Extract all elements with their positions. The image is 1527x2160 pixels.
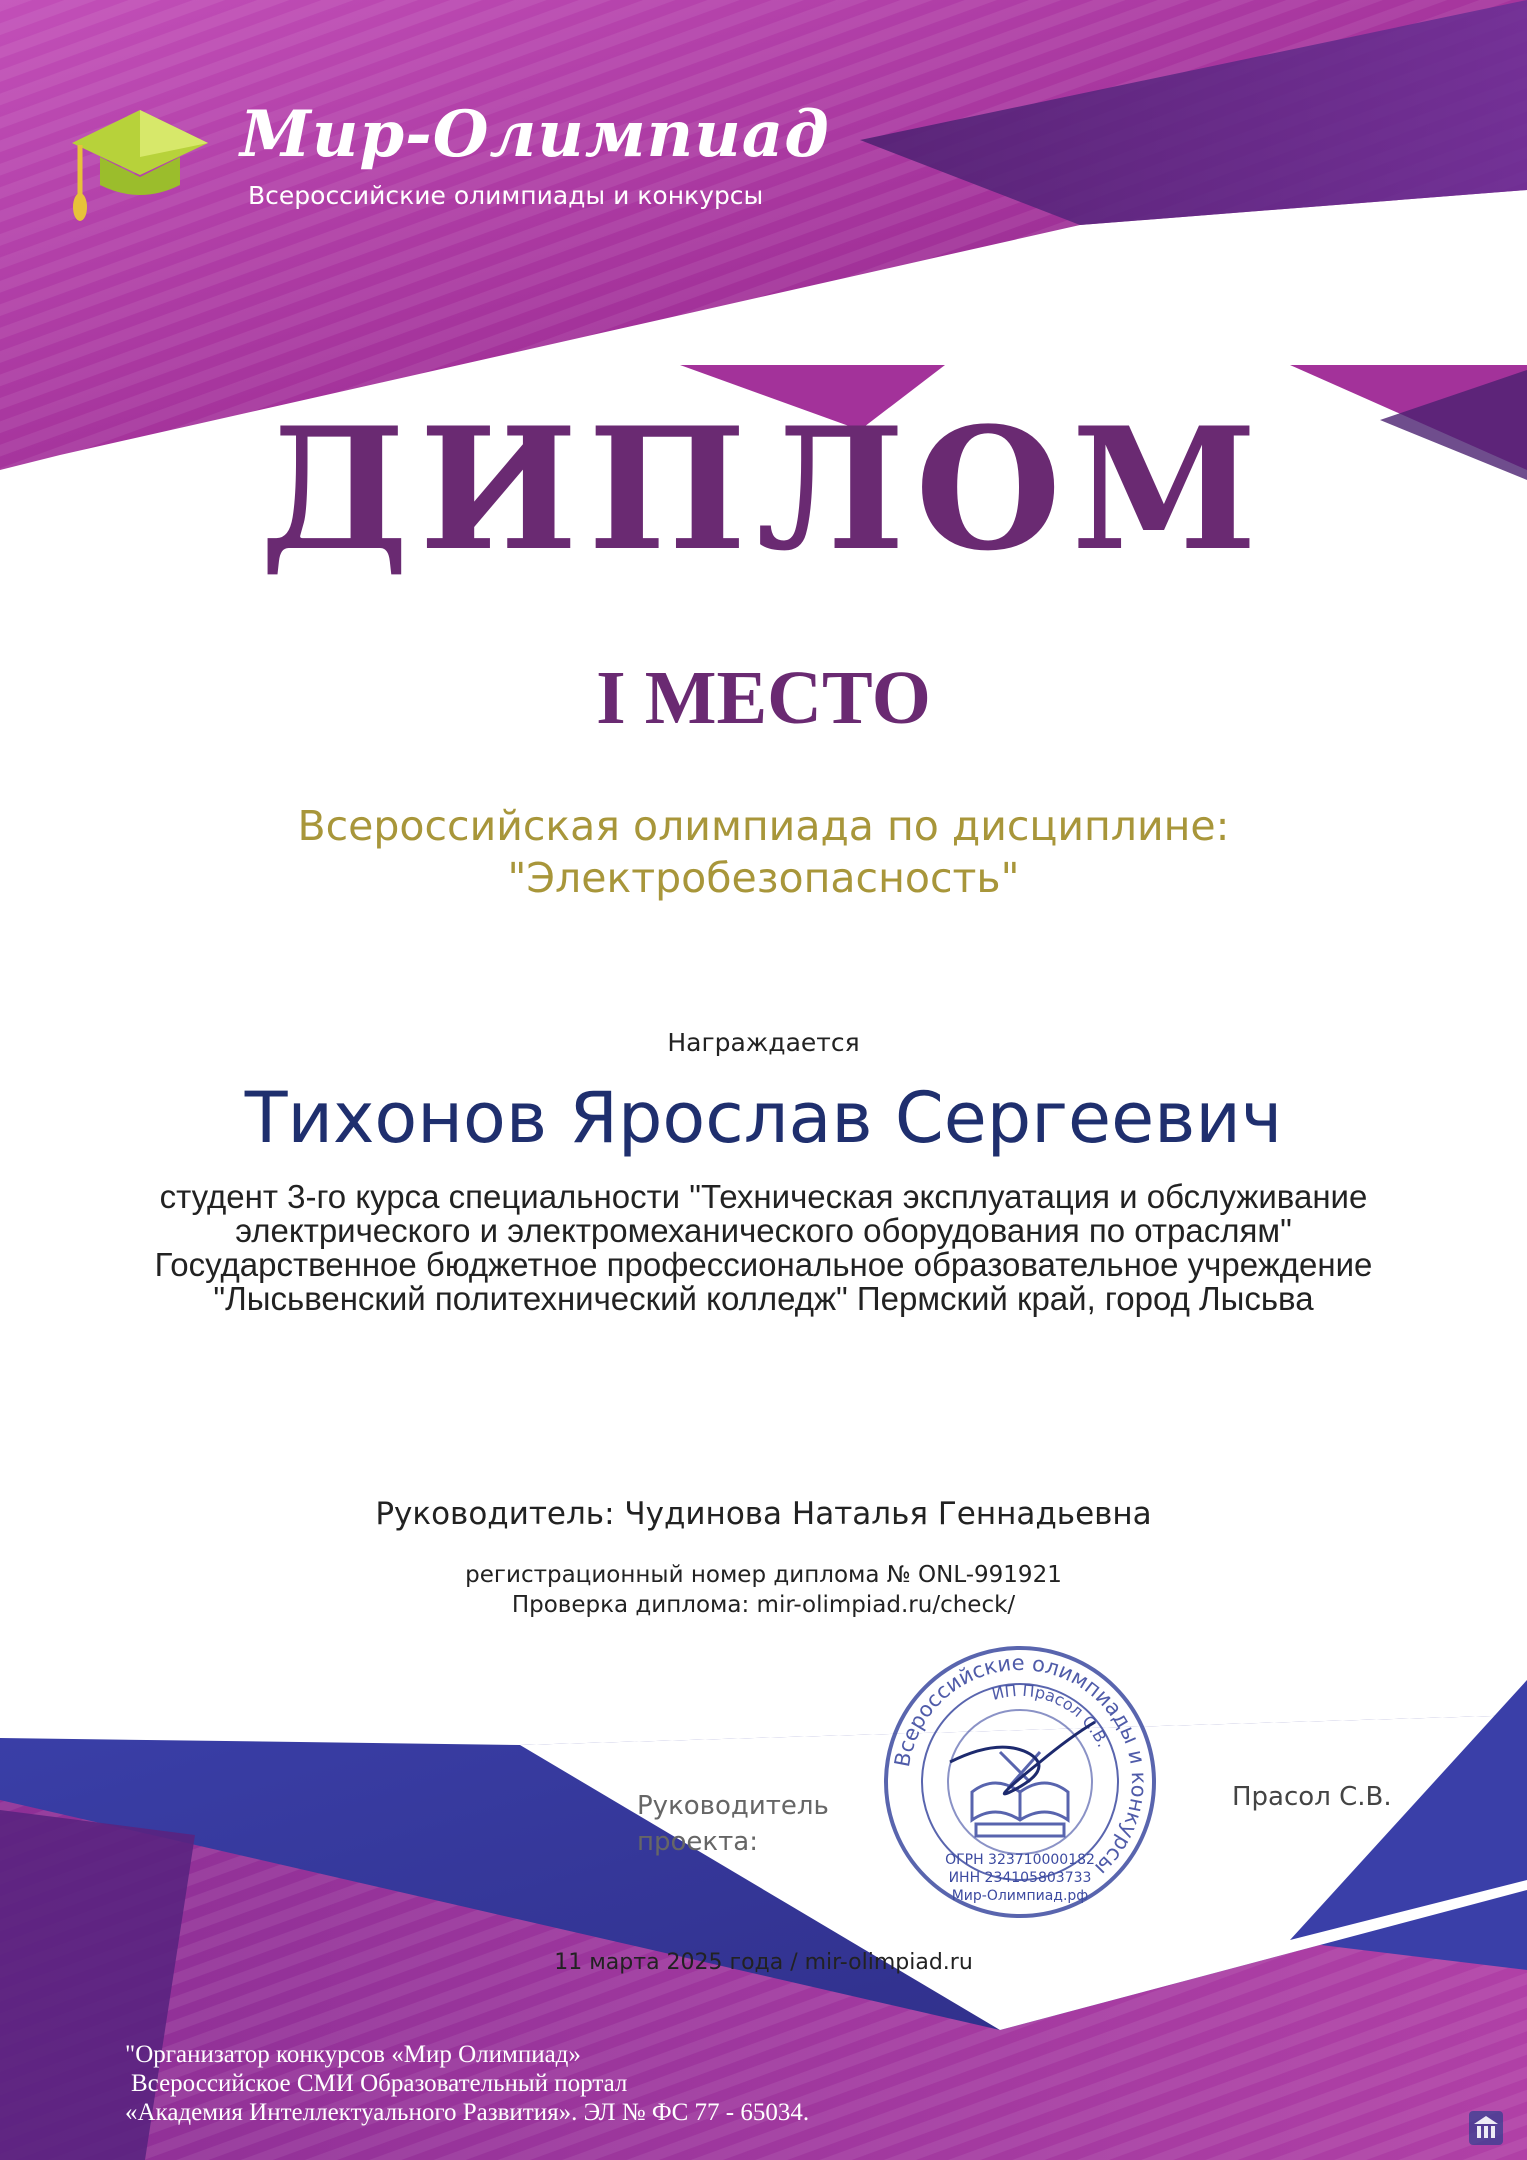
- project-head-name: Прасол С.В.: [1232, 1782, 1392, 1812]
- stamp-outer-text: Всероссийские олимпиады и конкурсы: [889, 1650, 1152, 1881]
- place-award: I МЕСТО: [596, 656, 931, 740]
- book-icon: [972, 1752, 1068, 1836]
- stamp-site: Мир-Олимпиад.рф: [951, 1888, 1089, 1904]
- supervisor: Руководитель: Чудинова Наталья Геннадьевна: [375, 1496, 1152, 1532]
- academy-logo-icon: [1468, 2110, 1504, 2146]
- project-head-label-line-2: проекта:: [637, 1827, 758, 1857]
- stamp-inner-text: ИП Прасол С.В.: [989, 1680, 1113, 1751]
- project-head-label: [637, 1788, 829, 1860]
- awarded-label: Награждается: [667, 1028, 860, 1057]
- verification-link[interactable]: Проверка диплома: mir-olimpiad.ru/check/: [511, 1592, 1016, 1618]
- brand-name: Мир-Олимпиад: [240, 97, 830, 172]
- publisher-info: [125, 2040, 905, 2127]
- awardee-name: Тихонов Ярослав Сергеевич: [244, 1077, 1283, 1159]
- official-stamp: [880, 1642, 1160, 1922]
- olympiad-name: [0, 800, 1527, 904]
- olympiad-line-2: "Электробезопасность": [507, 854, 1020, 902]
- issue-date-site: 11 марта 2025 года / mir-olimpiad.ru: [554, 1950, 973, 1975]
- stamp-inn: ИНН 234105803733: [948, 1870, 1092, 1886]
- publisher-line-3: «Академия Интеллектуального Развития». ЭЛ № ФС 77 - 65034.: [125, 2099, 810, 2126]
- awardee-details: студент 3-го курса специальности "Техническая эксплуатация и обслуживание электрического и электромеханического оборудования по отраслям" Государственное бюджетное профессиональное образовательное учреждение "Лысьвенский политехнический колледж" Пермский край, город Лысьва: [154, 1178, 1373, 1317]
- brand-tagline: Всероссийские олимпиады и конкурсы: [248, 181, 764, 210]
- brand-logo[interactable]: [70, 95, 830, 235]
- graduation-cap-icon: [70, 105, 210, 235]
- diploma-title: ДИПЛОМ: [259, 390, 1268, 588]
- registration-number: регистрационный номер диплома № ONL-991921: [465, 1562, 1062, 1588]
- olympiad-line-1: Всероссийская олимпиада по дисциплине:: [297, 802, 1230, 850]
- project-head-label-line-1: Руководитель: [637, 1791, 829, 1821]
- publisher-line-1: "Организатор конкурсов «Мир Олимпиад»: [125, 2041, 581, 2068]
- publisher-line-2: Всероссийское СМИ Образовательный портал: [131, 2070, 628, 2097]
- stamp-ogrn: ОГРН 323710000182: [945, 1852, 1095, 1868]
- registration-block: [0, 1560, 1527, 1620]
